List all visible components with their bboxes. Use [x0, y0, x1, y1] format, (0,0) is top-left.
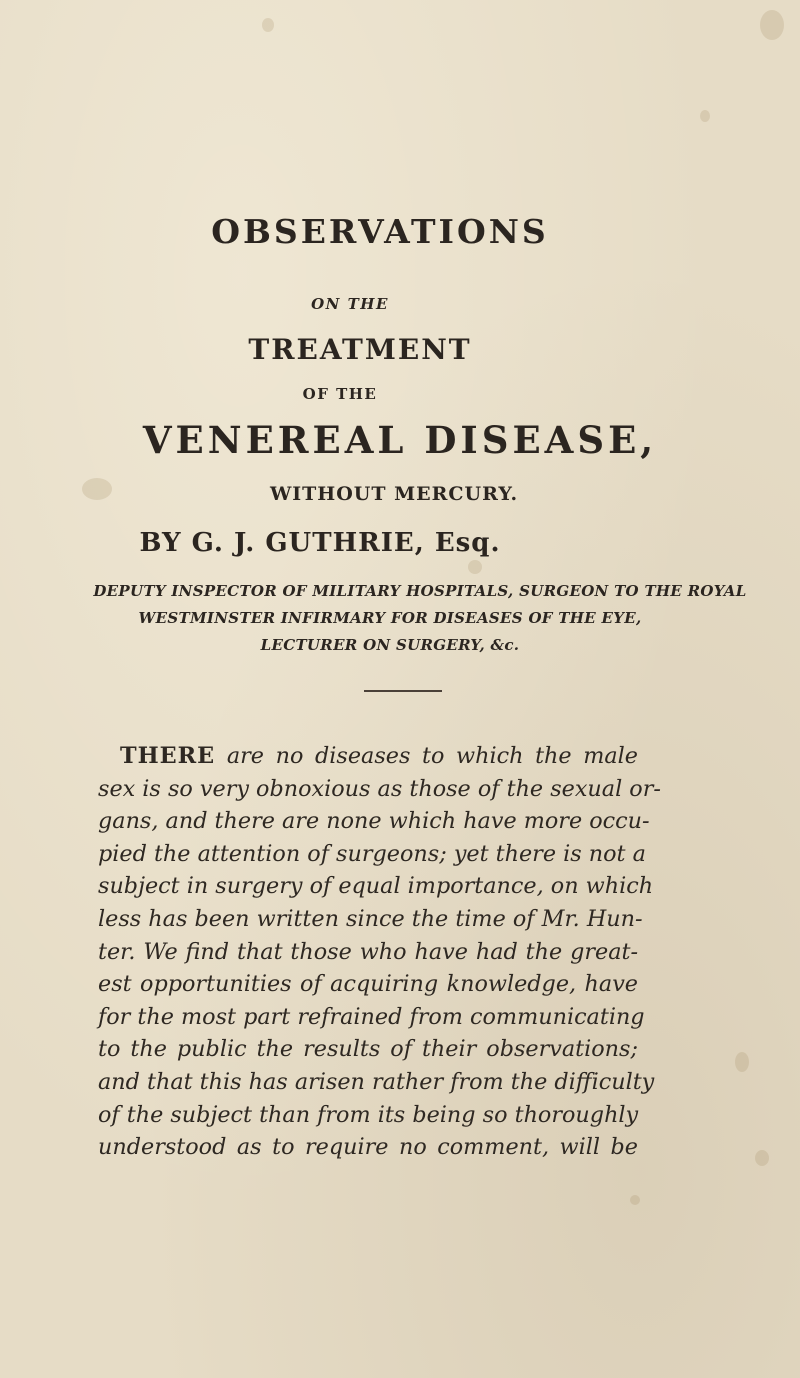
title-observations: OBSERVATIONS	[211, 212, 549, 251]
body-line: ter. We find that those who have had the great-	[98, 938, 638, 965]
title-on-the: ON THE	[311, 295, 389, 313]
title-without-mercury: WITHOUT MERCURY.	[269, 483, 519, 505]
foxing-spot	[468, 560, 482, 574]
foxing-spot	[755, 1150, 769, 1166]
body-line: and that this has arisen rather from the difficulty	[98, 1068, 655, 1095]
title-venereal-disease: VENEREAL DISEASE,	[142, 418, 658, 462]
body-paragraph	[98, 740, 661, 1164]
foxing-spot	[760, 10, 784, 40]
body-line: for the most part refrained from communicating	[98, 1003, 645, 1030]
body-line-first	[98, 740, 638, 773]
body-line: of the subject than from its being so thoroughly	[98, 1101, 639, 1128]
body-line: understood as to require no comment, will be	[98, 1134, 638, 1161]
foxing-spot	[735, 1052, 749, 1072]
author-name: BY G. J. GUTHRIE, Esq.	[139, 528, 501, 558]
author-credential-line: DEPUTY INSPECTOR OF MILITARY HOSPITALS, SURGEON TO THE ROYAL	[93, 582, 747, 600]
section-divider	[364, 690, 442, 692]
foxing-spot	[700, 110, 710, 122]
body-line: to the public the results of their observations;	[98, 1036, 638, 1063]
body-line: pied the attention of surgeons; yet there is not a	[98, 840, 646, 867]
foxing-spot	[630, 1195, 640, 1205]
body-line: less has been written since the time of Mr. Hun-	[98, 905, 643, 932]
body-line: est opportunities of acquiring knowledge, have	[98, 971, 638, 998]
foxing-spot	[262, 18, 274, 32]
opening-word: THERE	[120, 743, 216, 769]
author-credential-line: LECTURER ON SURGERY, &c.	[260, 636, 520, 654]
author-credential-line: WESTMINSTER INFIRMARY FOR DISEASES OF THE EYE,	[138, 609, 642, 627]
first-line-rest: are no diseases to which the male	[215, 743, 638, 769]
body-line: gans, and there are none which have more occu-	[98, 808, 650, 835]
title-treatment: TREATMENT	[248, 333, 472, 366]
title-of-the: OF THE	[302, 385, 378, 403]
body-line: sex is so very obnoxious as those of the sexual or-	[98, 775, 661, 802]
body-line: subject in surgery of equal importance, on which	[98, 873, 654, 900]
